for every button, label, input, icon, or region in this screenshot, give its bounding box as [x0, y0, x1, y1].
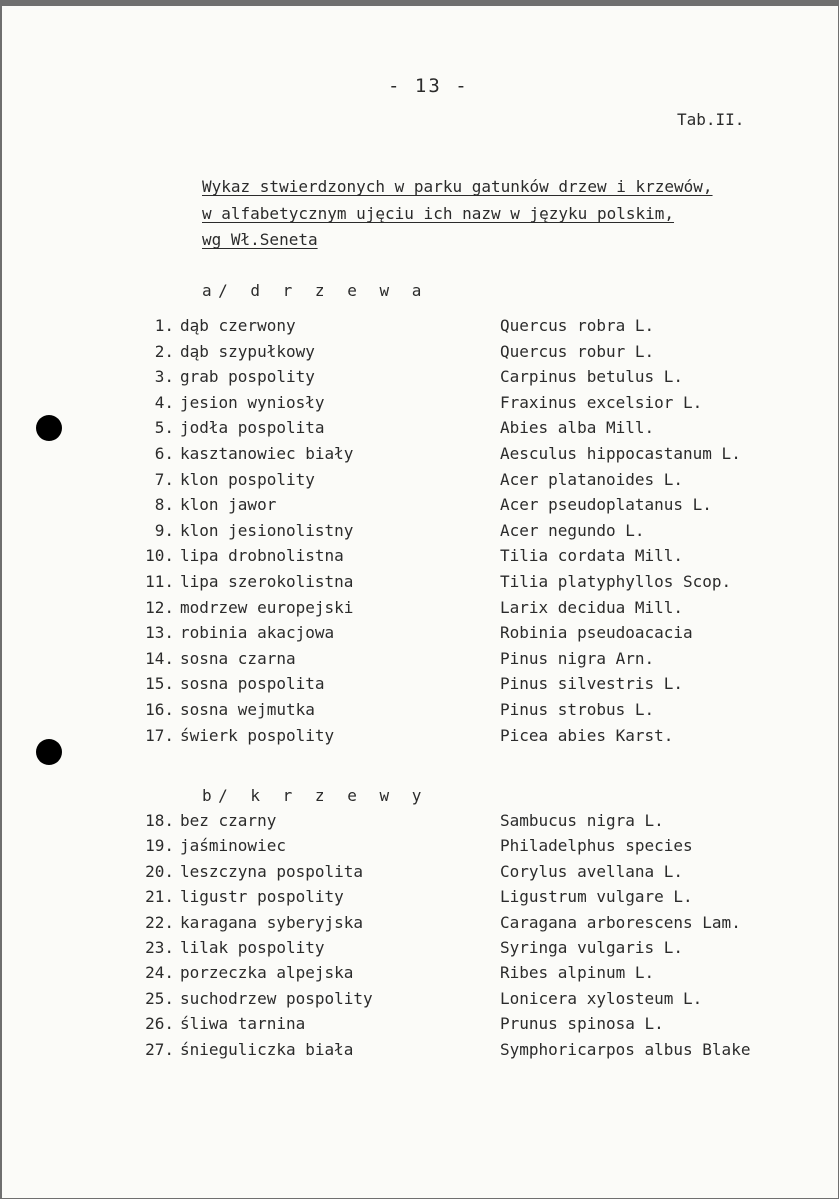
polish-name: klon jesionolistny	[180, 520, 354, 540]
polish-name: modrzew europejski	[180, 597, 354, 617]
item-number: 10.	[145, 546, 174, 566]
latin-name: Pinus nigra Arn.	[500, 648, 655, 668]
item-number: 15.	[145, 674, 174, 694]
latin-name: Ligustrum vulgare L.	[500, 887, 693, 907]
latin-name: Acer platanoides L.	[500, 469, 684, 489]
item-number: 13.	[145, 623, 174, 643]
list-item	[2, 342, 838, 362]
list-item	[2, 649, 838, 669]
polish-name: klon pospolity	[180, 469, 315, 489]
polish-name: dąb czerwony	[180, 316, 296, 335]
list-item	[2, 623, 838, 643]
item-number: 17.	[145, 725, 174, 745]
item-number: 23.	[145, 938, 174, 957]
title-line: Wykaz stwierdzonych w parku gatunków drzew i krzewów,	[202, 177, 713, 196]
item-number: 16.	[145, 700, 174, 719]
list-item	[2, 811, 838, 831]
list-item	[2, 1014, 838, 1034]
item-number: 18.	[145, 811, 174, 830]
item-number: 3.	[154, 367, 174, 387]
polish-name: śnieguliczka biała	[180, 1039, 354, 1059]
latin-name: Pinus strobus L.	[500, 700, 655, 719]
item-number: 14.	[145, 648, 174, 668]
polish-name: sosna czarna	[180, 648, 296, 668]
list-item	[2, 938, 838, 958]
list-item	[2, 393, 838, 413]
section-heading-shrubs: b/ k r z e w y	[202, 786, 428, 805]
list-item	[2, 913, 838, 933]
latin-name: Symphoricarpos albus Blake	[500, 1039, 751, 1059]
polish-name: kasztanowiec biały	[180, 444, 354, 463]
polish-name: suchodrzew pospolity	[180, 988, 373, 1008]
document-page	[2, 6, 838, 1198]
latin-name: Tilia platyphyllos Scop.	[500, 572, 732, 591]
latin-name: Quercus robur L.	[500, 341, 655, 361]
polish-name: sosna wejmutka	[180, 700, 315, 719]
polish-name: bez czarny	[180, 811, 277, 830]
polish-name: jesion wyniosły	[180, 392, 325, 412]
list-item	[2, 418, 838, 438]
polish-name: leszczyna pospolita	[180, 861, 364, 881]
item-number: 9.	[154, 520, 174, 540]
item-number: 4.	[154, 392, 174, 412]
latin-name: Robinia pseudoacacia	[500, 623, 693, 643]
item-number: 2.	[154, 341, 174, 361]
latin-name: Philadelphus species	[500, 836, 693, 856]
latin-name: Abies alba Mill.	[500, 418, 655, 438]
title-line: wg Wł.Seneta	[202, 230, 318, 249]
latin-name: Quercus robra L.	[500, 316, 655, 335]
list-item	[2, 546, 838, 566]
polish-name: lilak pospolity	[180, 938, 325, 957]
latin-name: Pinus silvestris L.	[500, 674, 684, 694]
list-item	[2, 598, 838, 618]
item-number: 11.	[145, 572, 174, 591]
polish-name: lipa drobnolistna	[180, 546, 344, 566]
item-number: 27.	[145, 1039, 174, 1059]
polish-name: śliwa tarnina	[180, 1014, 306, 1034]
latin-name: Tilia cordata Mill.	[500, 546, 684, 566]
latin-name: Acer negundo L.	[500, 520, 645, 540]
list-item	[2, 367, 838, 387]
latin-name: Caragana arborescens Lam.	[500, 912, 741, 932]
latin-name: Sambucus nigra L.	[500, 811, 664, 830]
latin-name: Lonicera xylosteum L.	[500, 988, 703, 1008]
list-item	[2, 700, 838, 720]
polish-name: robinia akacjowa	[180, 623, 335, 643]
item-number: 8.	[154, 495, 174, 515]
list-item	[2, 1040, 838, 1060]
polish-name: ligustr pospolity	[180, 887, 344, 907]
item-number: 5.	[154, 418, 174, 438]
section-heading-trees: a/ d r z e w a	[202, 281, 428, 300]
item-number: 12.	[145, 597, 174, 617]
polish-name: klon jawor	[180, 495, 277, 515]
list-item	[2, 989, 838, 1009]
polish-name: jodła pospolita	[180, 418, 325, 438]
polish-name: porzeczka alpejska	[180, 963, 354, 983]
polish-name: świerk pospolity	[180, 725, 335, 745]
polish-name: sosna pospolita	[180, 674, 325, 694]
item-number: 20.	[145, 861, 174, 881]
polish-name: jaśminowiec	[180, 836, 286, 856]
table-label: Tab.II.	[677, 110, 745, 129]
list-item	[2, 836, 838, 856]
polish-name: karagana syberyjska	[180, 912, 364, 932]
list-item	[2, 862, 838, 882]
list-item	[2, 572, 838, 592]
list-item	[2, 963, 838, 983]
latin-name: Acer pseudoplatanus L.	[500, 495, 712, 515]
latin-name: Ribes alpinum L.	[500, 963, 655, 983]
item-number: 25.	[145, 988, 174, 1008]
latin-name: Prunus spinosa L.	[500, 1014, 664, 1034]
latin-name: Aesculus hippocastanum L.	[500, 444, 741, 463]
item-number: 6.	[154, 444, 174, 463]
latin-name: Syringa vulgaris L.	[500, 938, 684, 957]
list-item	[2, 887, 838, 907]
polish-name: grab pospolity	[180, 367, 315, 387]
list-item	[2, 444, 838, 464]
item-number: 24.	[145, 963, 174, 983]
polish-name: lipa szerokolistna	[180, 572, 354, 591]
item-number: 1.	[154, 316, 174, 335]
list-item	[2, 316, 838, 336]
polish-name: dąb szypułkowy	[180, 341, 315, 361]
item-number: 21.	[145, 887, 174, 907]
list-item	[2, 726, 838, 746]
latin-name: Picea abies Karst.	[500, 725, 674, 745]
title-line: w alfabetycznym ujęciu ich nazw w języku polskim,	[202, 204, 675, 223]
page-number: - 13 -	[388, 75, 469, 97]
item-number: 22.	[145, 912, 174, 932]
list-item	[2, 674, 838, 694]
latin-name: Larix decidua Mill.	[500, 597, 684, 617]
latin-name: Corylus avellana L.	[500, 861, 684, 881]
latin-name: Carpinus betulus L.	[500, 367, 684, 387]
item-number: 7.	[154, 469, 174, 489]
list-item	[2, 495, 838, 515]
latin-name: Fraxinus excelsior L.	[500, 392, 703, 412]
list-item	[2, 470, 838, 490]
item-number: 26.	[145, 1014, 174, 1034]
list-item	[2, 521, 838, 541]
item-number: 19.	[145, 836, 174, 856]
